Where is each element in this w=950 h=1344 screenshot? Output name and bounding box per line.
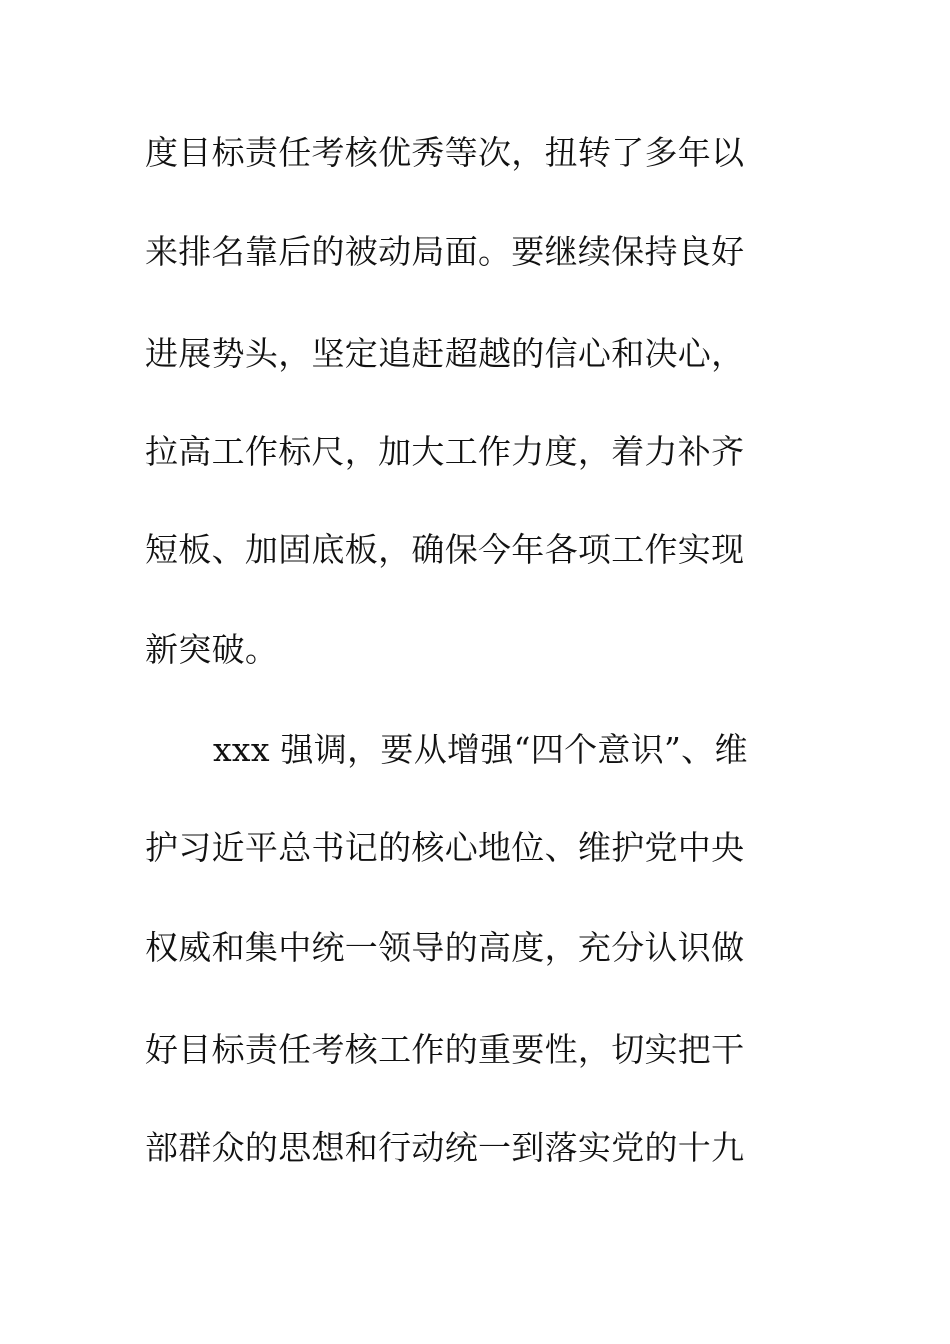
text-line: 护习近平总书记的核心地位、维护党中央: [145, 828, 745, 867]
text-line: 新突破。: [145, 630, 279, 669]
text-line: 部群众的思想和行动统一到落实党的十九: [145, 1128, 745, 1167]
paragraph-first-line: xxx 强调，要从增强“四个意识”、维: [213, 730, 748, 769]
text-line: 权威和集中统一领导的高度，充分认识做: [145, 928, 745, 967]
text-line: 度目标责任考核优秀等次，扭转了多年以: [145, 133, 745, 172]
text-line: 进展势头，坚定追赶超越的信心和决心，: [145, 334, 745, 373]
text-line: 短板、加固底板，确保今年各项工作实现: [145, 530, 745, 569]
text-line: 好目标责任考核工作的重要性，切实把干: [145, 1030, 745, 1069]
text-line: 来排名靠后的被动局面。要继续保持良好: [145, 232, 745, 271]
text-line: 拉高工作标尺，加大工作力度，着力补齐: [145, 432, 745, 471]
